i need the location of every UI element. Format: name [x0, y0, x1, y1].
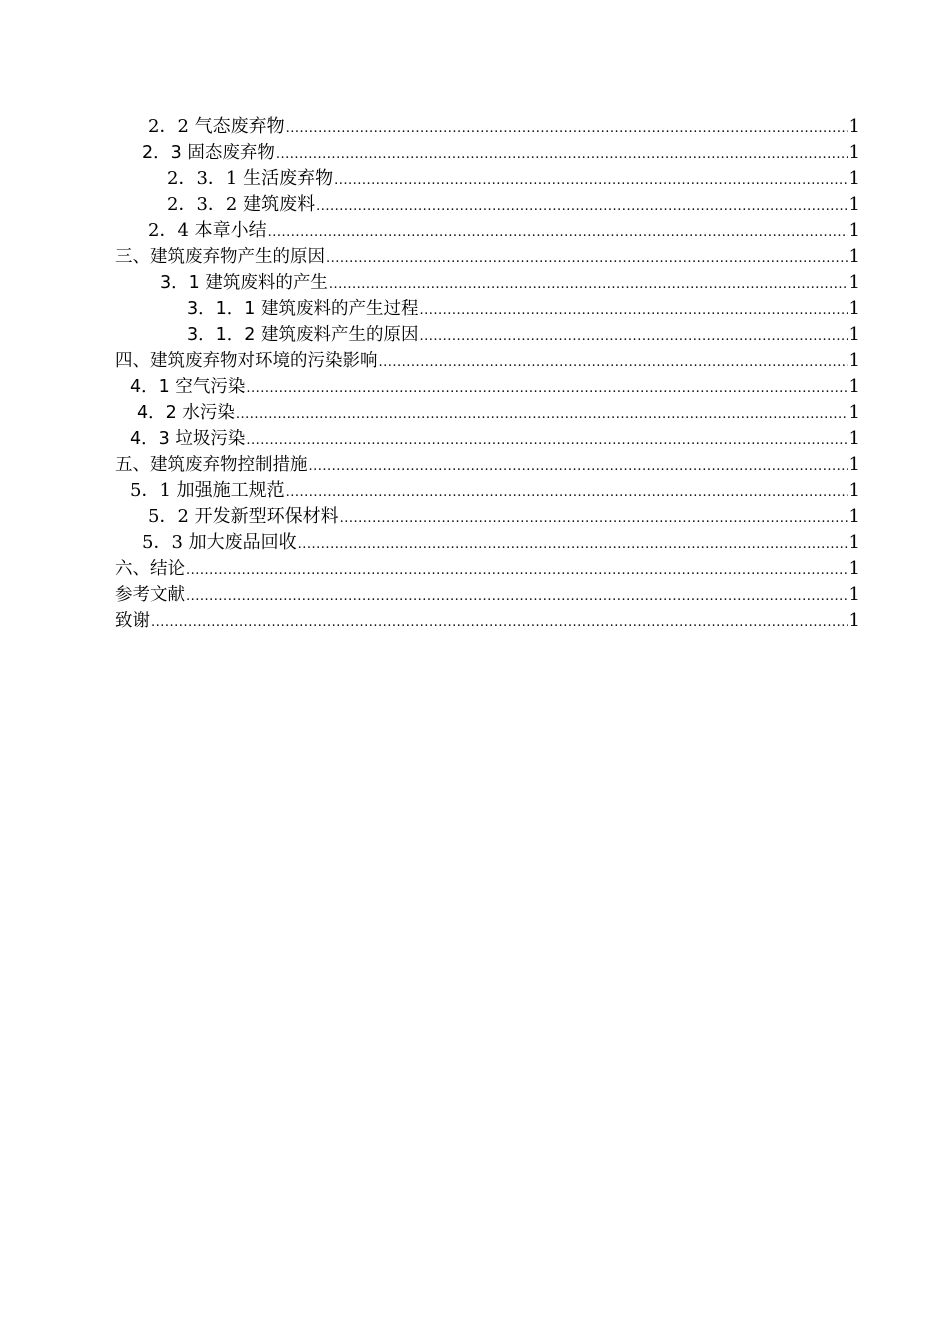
toc-dot-leader [309, 454, 848, 480]
toc-dot-leader [246, 428, 847, 454]
toc-entry-page: 1 [848, 272, 860, 293]
toc-entry-title: 5．1 加强施工规范 [130, 480, 285, 501]
toc-entry-page: 1 [848, 324, 860, 345]
toc-dot-leader [298, 532, 848, 558]
toc-entry-page: 1 [848, 220, 860, 241]
toc-entry[interactable] [115, 192, 860, 218]
toc-dot-leader [286, 116, 848, 142]
toc-dot-leader [419, 298, 847, 324]
toc-entry-title: 2．2 气态废弃物 [148, 116, 285, 137]
toc-entry-page: 1 [848, 298, 860, 319]
toc-dot-leader [286, 480, 848, 506]
toc-entry-title: 4．3 垃圾污染 [130, 429, 246, 449]
table-of-contents [115, 114, 860, 634]
toc-entry-title: 致谢 [115, 611, 150, 631]
toc-entry-title: 2．4 本章小结 [148, 220, 267, 241]
toc-entry-page: 1 [848, 428, 860, 449]
toc-dot-leader [334, 168, 847, 194]
toc-entry[interactable] [115, 426, 860, 452]
toc-entry[interactable] [115, 244, 860, 270]
toc-entry[interactable] [115, 270, 860, 296]
toc-dot-leader [186, 584, 848, 610]
toc-entry[interactable] [115, 478, 860, 504]
toc-dot-leader [246, 376, 847, 402]
toc-dot-leader [186, 558, 848, 584]
toc-entry-page: 1 [848, 142, 860, 163]
toc-entry[interactable] [115, 504, 860, 530]
toc-entry-title: 5．2 开发新型环保材料 [148, 506, 339, 527]
toc-entry[interactable] [115, 218, 860, 244]
toc-entry-page: 1 [848, 402, 860, 423]
toc-dot-leader [276, 142, 848, 168]
toc-entry-title: 三、建筑废弃物产生的原因 [115, 247, 325, 267]
toc-entry-page: 1 [848, 376, 860, 397]
toc-entry-title: 4．1 空气污染 [130, 377, 246, 397]
toc-dot-leader [379, 350, 848, 376]
toc-entry[interactable] [115, 582, 860, 608]
toc-entry-title: 3．1．1 建筑废料的产生过程 [187, 299, 419, 319]
toc-entry-title: 3．1．2 建筑废料产生的原因 [187, 325, 419, 345]
toc-entry-title: 3．1 建筑废料的产生 [160, 273, 328, 293]
toc-entry[interactable] [115, 296, 860, 322]
toc-entry-title: 2．3 固态废弃物 [142, 143, 275, 163]
toc-entry[interactable] [115, 556, 860, 582]
toc-entry-title: 五、建筑废弃物控制措施 [115, 455, 308, 475]
toc-entry[interactable] [115, 114, 860, 140]
toc-dot-leader [419, 324, 847, 350]
toc-entry-page: 1 [848, 532, 860, 553]
toc-entry-page: 1 [848, 116, 860, 137]
toc-entry-title: 2．3．2 建筑废料 [167, 194, 316, 215]
toc-entry-page: 1 [848, 168, 860, 189]
toc-entry[interactable] [115, 348, 860, 374]
toc-entry-page: 1 [848, 350, 860, 371]
toc-entry-page: 1 [848, 246, 860, 267]
toc-dot-leader [151, 610, 848, 636]
toc-entry[interactable] [115, 608, 860, 634]
toc-entry[interactable] [115, 322, 860, 348]
toc-dot-leader [268, 220, 848, 246]
toc-entry[interactable] [115, 530, 860, 556]
toc-entry-page: 1 [848, 194, 860, 215]
toc-entry[interactable] [115, 452, 860, 478]
toc-entry-page: 1 [848, 454, 860, 475]
toc-entry[interactable] [115, 140, 860, 166]
toc-entry-title: 2．3．1 生活废弃物 [167, 168, 334, 189]
toc-entry-title: 5．3 加大废品回收 [142, 532, 297, 553]
toc-dot-leader [329, 272, 848, 298]
toc-entry-page: 1 [848, 506, 860, 527]
toc-entry-title: 4．2 水污染 [137, 403, 235, 423]
toc-dot-leader [340, 506, 848, 532]
toc-dot-leader [316, 194, 847, 220]
toc-entry-title: 六、结论 [115, 559, 185, 579]
toc-entry-page: 1 [848, 558, 860, 579]
toc-entry-title: 参考文献 [115, 585, 185, 605]
toc-entry-page: 1 [848, 584, 860, 605]
toc-entry[interactable] [115, 400, 860, 426]
toc-entry-page: 1 [848, 610, 860, 631]
toc-dot-leader [326, 246, 848, 272]
toc-entry-page: 1 [848, 480, 860, 501]
toc-entry-title: 四、建筑废弃物对环境的污染影响 [115, 351, 378, 371]
toc-entry[interactable] [115, 374, 860, 400]
toc-dot-leader [236, 402, 848, 428]
toc-entry[interactable] [115, 166, 860, 192]
